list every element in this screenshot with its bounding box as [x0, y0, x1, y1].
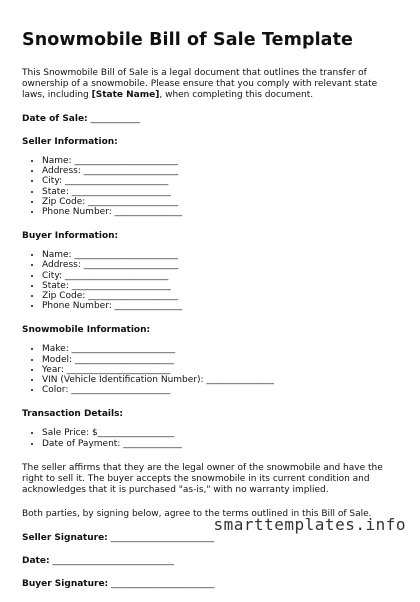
- agreement-paragraph: Both parties, by signing below, agree to the terms outlined in this Bill of Sale.: [22, 508, 372, 519]
- snowmobile-list: [22, 344, 402, 395]
- signature-date-label: Date:: [22, 555, 50, 566]
- list-item: • Zip Code: ____________________: [42, 291, 402, 301]
- list-item: • VIN (Vehicle Identification Number): _______________: [42, 375, 402, 385]
- list-item: • Phone Number: _______________: [42, 301, 402, 311]
- buyer-signature-blank: _______________________: [108, 578, 215, 589]
- watermark: smarttemplates.info: [213, 515, 406, 534]
- date-of-sale-line: [22, 114, 402, 124]
- seller-list: [22, 156, 402, 217]
- signature-date-line: [22, 556, 402, 566]
- list-item: • Phone Number: _______________: [42, 207, 402, 217]
- list-item: • State: ______________________: [42, 281, 402, 291]
- list-item: • Address: _____________________: [42, 166, 402, 176]
- state-name-placeholder: [State Name]: [91, 90, 160, 100]
- transaction-heading: Transaction Details:: [22, 409, 124, 420]
- seller-heading: Seller Information:: [22, 137, 118, 147]
- intro-text: This Snowmobile Bill of Sale is a legal document that outlines the transfer of ownership of a snowmobile. Please ensure that you comply with relevant state laws, including: [22, 68, 378, 100]
- list-item: • City: _______________________: [42, 176, 402, 186]
- intro-text-end: , when completing this document.: [159, 90, 314, 100]
- list-item: • Make: _______________________: [42, 344, 402, 354]
- date-of-sale-label: Date of Sale:: [22, 114, 88, 124]
- list-item: • Year: _______________________: [42, 365, 402, 375]
- list-item: • Date of Payment: _____________: [42, 439, 402, 449]
- seller-signature-line: [22, 533, 402, 543]
- list-item: • Name: _______________________: [42, 156, 402, 166]
- list-item: • Zip Code: ____________________: [42, 197, 402, 207]
- buyer-heading: Buyer Information:: [22, 231, 119, 242]
- list-item: • Name: _______________________: [42, 250, 402, 260]
- list-item: • City: _______________________: [42, 271, 402, 281]
- list-item: • Address: _____________________: [42, 260, 402, 270]
- signature-date-blank: ___________________________: [49, 555, 174, 566]
- buyer-signature-line: [22, 579, 402, 589]
- intro-paragraph: [22, 68, 402, 101]
- seller-signature-label: Seller Signature:: [22, 532, 108, 543]
- snowmobile-heading: Snowmobile Information:: [22, 325, 151, 336]
- affirmation-paragraph: The seller affirms that they are the legal owner of the snowmobile and have the right to sell it. The buyer accepts the snowmobile in its current condition and acknowledges that it is purchased "as-is," with no warranty implied.: [22, 462, 383, 495]
- list-item: • Model: ______________________: [42, 355, 402, 365]
- document-title: Snowmobile Bill of Sale Template: [22, 30, 354, 50]
- date-of-sale-blank: ___________: [87, 114, 141, 124]
- transaction-list: [22, 428, 402, 448]
- list-item: • Sale Price: $_________________: [42, 428, 402, 438]
- seller-signature-blank: _______________________: [107, 532, 215, 543]
- list-item: • State: ______________________: [42, 187, 402, 197]
- buyer-signature-label: Buyer Signature:: [22, 578, 109, 589]
- buyer-list: [22, 250, 402, 311]
- list-item: • Color: ______________________: [42, 385, 402, 395]
